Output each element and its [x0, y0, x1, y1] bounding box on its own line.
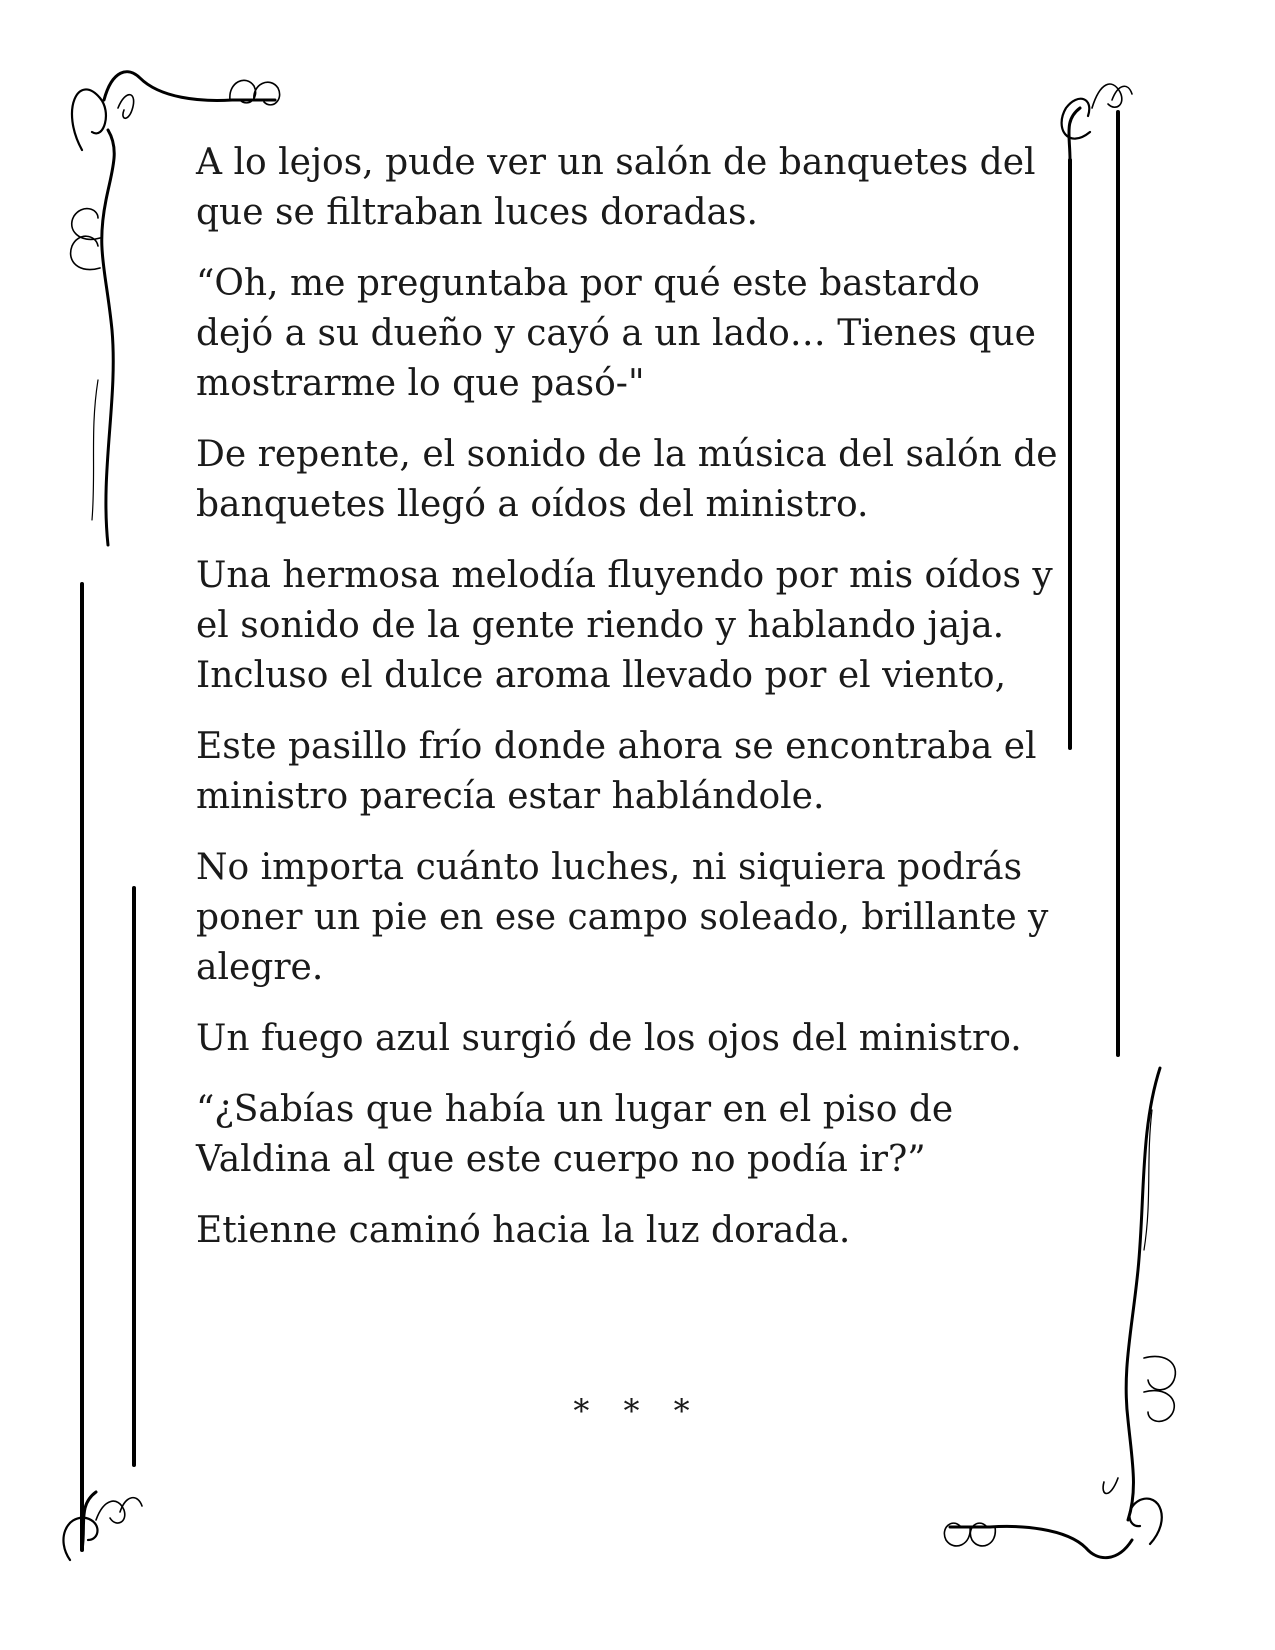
text-line: banquetes llegó a oídos del ministro. — [196, 484, 869, 525]
text-line: A lo lejos, pude ver un salón de banquetes del — [196, 142, 1036, 183]
text-line: alegre. — [196, 947, 324, 988]
paragraph — [176, 259, 1106, 409]
text-line: poner un pie en ese campo soleado, brillante y — [196, 897, 1049, 938]
paragraph — [176, 843, 1106, 993]
text-line: dejó a su dueño y cayó a un lado… Tienes que — [196, 313, 1036, 354]
text-line: ministro parecía estar hablándole. — [196, 776, 825, 817]
text-line: Incluso el dulce aroma llevado por el viento, — [196, 655, 1007, 696]
text-line: que se filtraban luces doradas. — [196, 192, 758, 233]
text-line: “Oh, me preguntaba por qué este bastardo — [196, 263, 980, 304]
paragraph — [176, 551, 1106, 701]
text-line: Valdina al que este cuerpo no podía ir?” — [196, 1139, 926, 1180]
paragraph — [176, 138, 1106, 238]
text-line: Una hermosa melodía fluyendo por mis oídos y — [196, 555, 1053, 596]
text-line: De repente, el sonido de la música del salón de — [196, 434, 1058, 475]
paragraph — [176, 722, 1106, 822]
paragraph — [176, 430, 1106, 530]
text-line: mostrarme lo que pasó-" — [196, 363, 645, 404]
text-line: Este pasillo frío donde ahora se encontraba el — [196, 726, 1037, 767]
paragraph — [176, 1085, 1106, 1185]
text-line: Un fuego azul surgió de los ojos del ministro. — [196, 1018, 1022, 1059]
paragraph — [176, 1206, 1106, 1256]
text-line: Etienne caminó hacia la luz dorada. — [196, 1210, 851, 1251]
text-line: el sonido de la gente riendo y hablando jaja. — [196, 605, 1005, 646]
text-line: No importa cuánto luches, ni siquiera podrás — [196, 847, 1023, 888]
paragraph — [176, 1014, 1106, 1064]
text-line: “¿Sabías que había un lugar en el piso de — [196, 1089, 954, 1130]
story-text — [176, 138, 1106, 1277]
scene-separator: * * * — [573, 1392, 702, 1430]
